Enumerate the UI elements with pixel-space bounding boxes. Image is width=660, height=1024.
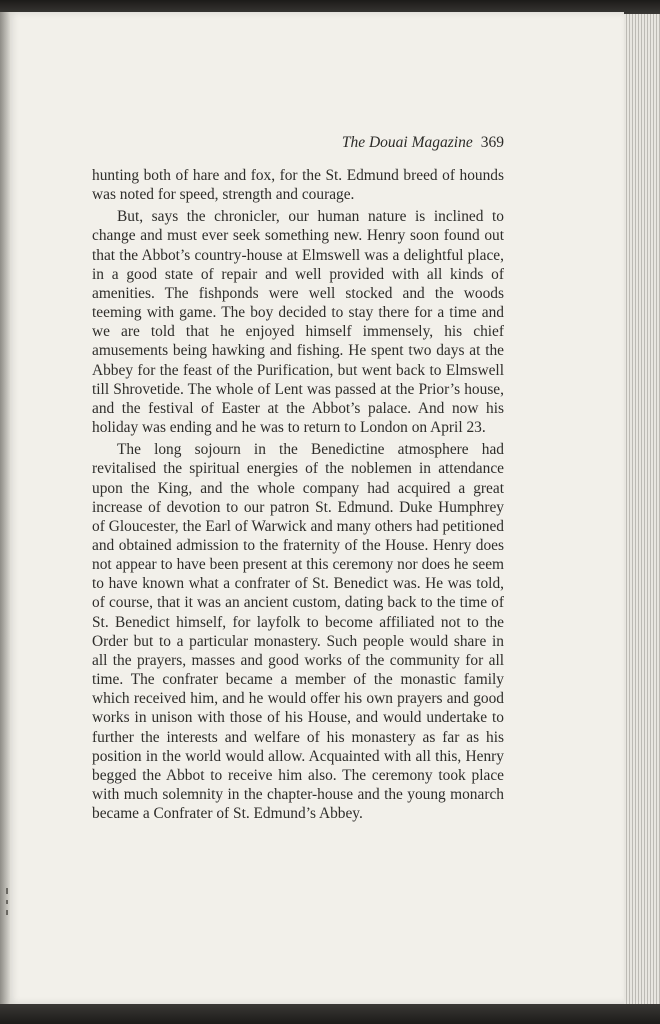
page-edges (624, 14, 660, 1004)
speck (6, 910, 8, 915)
magazine-title: The Douai Magazine (341, 134, 473, 151)
book-gutter (0, 12, 10, 1004)
running-head (92, 134, 504, 152)
page-number: 369 (480, 134, 504, 151)
paragraph-confrater: The long sojourn in the Benedictine atmosphere had revitalised the spiritual energies of the noblemen in attendance upon the King, and the whole company had acquired a great increase of devotion to our patron St. Edmund. Duke Humphrey of Gloucester, the Earl of Warwick and many others had petitioned and obtained admission to the fraternity of the House. Henry does not appear to have been present at this ceremony nor does he seem to have known what a confrater of St. Benedict was. He was told, of course, that it was an ancient custom, dating back to the time of St. Benedict himself, for layfolk to become affiliated not to the Order but to a particular monastery. Such people would share in all the prayers, masses and good works of the community for all time. The confrater became a member of the monastic family which received him, and he would offer his own prayers and good works in unison with those of his House, and would undertake to further the interests and welfare of his monastery as far as his position in the world would allow. Acquainted with all this, Henry begged the Abbot to receive him also. The ceremony took place with much solemnity in the chapter-house and the young monarch became a Confrater of St. Edmund’s Abbey. (92, 441, 504, 823)
margin-specks (6, 888, 9, 918)
paragraph-elmswell: But, says the chronicler, our human nature is inclined to change and must ever seek something new. Henry soon found out that the Abbot’s country-house at Elmswell was a delightful place, in a good state of repair and well provided with all kinds of amenities. The fishponds were well stocked and the woods teeming with game. The boy decided to stay there for a time and we are told that he enjoyed himself immensely, his chief amusements being hawking and fishing. He spent two days at the Abbey for the feast of the Purification, but went back to Elmswell till Shrovetide. The whole of Lent was passed at the Prior’s house, and the festival of Easter at the Abbot’s palace. And now his holiday was ending and he was to return to London on April 23. (92, 208, 504, 437)
article-body (92, 166, 504, 823)
paragraph-continued: hunting both of hare and fox, for the St. Edmund breed of hounds was noted for speed, strength and courage. (92, 167, 504, 204)
scan-bottom-edge (0, 1004, 660, 1024)
speck (6, 900, 8, 904)
speck (6, 888, 8, 894)
